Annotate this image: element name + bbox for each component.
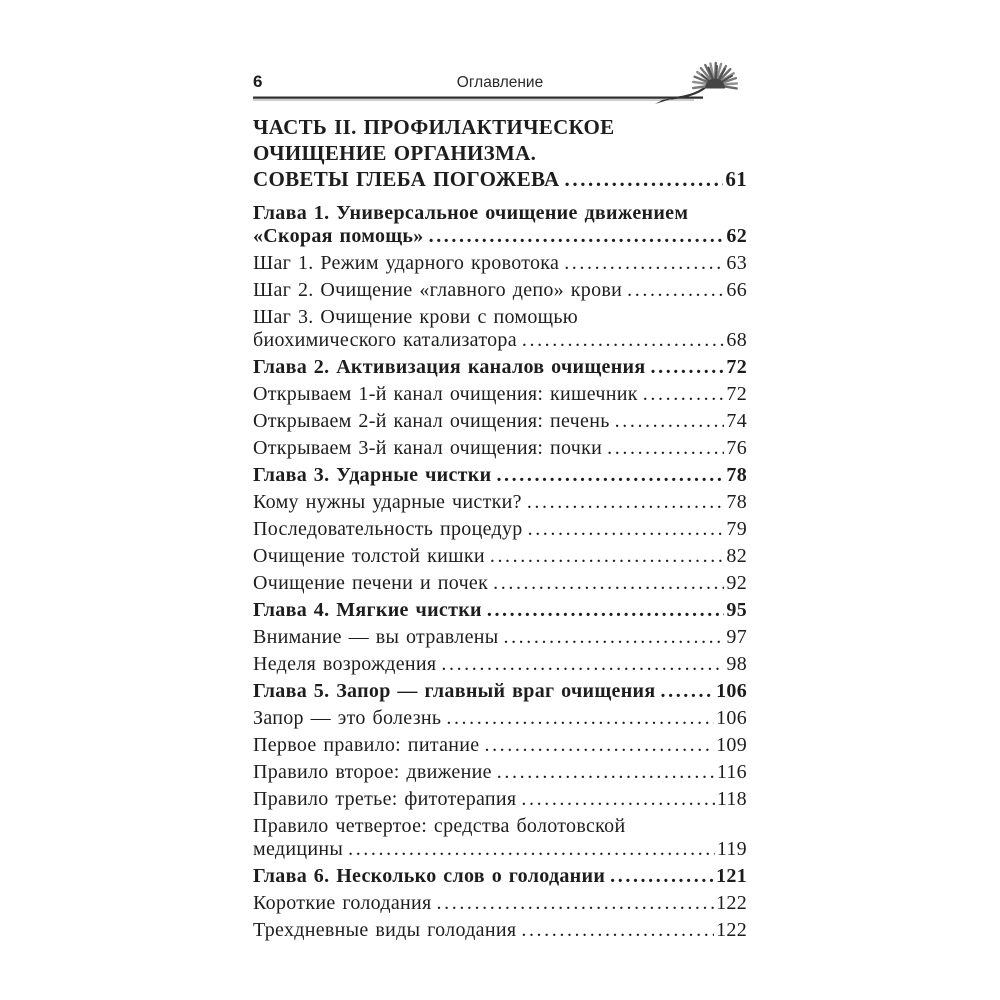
dot-leader <box>484 734 714 757</box>
toc-entry-title: Очищение толстой кишки <box>253 545 485 567</box>
toc-entry-title: Шаг 2. Очищение «главного депо» крови <box>253 279 623 301</box>
toc-entry-row <box>253 383 747 406</box>
dot-leader <box>503 626 724 649</box>
toc-page-number: 61 <box>725 167 747 191</box>
toc-entry <box>253 545 747 568</box>
toc-entry-line: Шаг 3. Очищение крови с помощью <box>253 306 579 328</box>
toc-entry-row <box>253 788 747 811</box>
toc-entry <box>253 761 747 784</box>
toc-page-number: 78 <box>726 464 747 486</box>
toc-page-number: 97 <box>726 626 747 648</box>
toc-entry <box>253 572 747 595</box>
toc-page-number: 122 <box>716 919 747 941</box>
toc-entry <box>253 788 747 811</box>
dot-leader <box>528 518 725 541</box>
toc-page-number: 63 <box>726 252 747 274</box>
toc-entry-title: Внимание — вы отравлены <box>253 626 499 648</box>
toc-page-number: 78 <box>726 491 747 513</box>
toc-page-number: 122 <box>716 892 747 914</box>
toc-entry <box>253 653 747 676</box>
toc-entry-title: Глава 5. Запор — главный враг очищения <box>253 680 656 702</box>
dot-leader <box>607 437 724 460</box>
toc-entry <box>253 252 747 275</box>
toc-entry-title: медицины <box>253 838 344 860</box>
dot-leader <box>429 225 725 248</box>
dot-leader <box>627 279 724 302</box>
toc-entry-title: Очищение печени и почек <box>253 572 489 594</box>
toc-entry <box>253 626 747 649</box>
toc-page-number: 68 <box>726 329 747 351</box>
toc-entry-row <box>253 734 747 757</box>
toc-page-number: 116 <box>716 761 747 783</box>
toc-entry-title: Первое правило: питание <box>253 734 480 756</box>
toc-entry-row <box>253 838 747 861</box>
dot-leader <box>493 572 724 595</box>
toc-entry-row <box>253 437 747 460</box>
toc-entry <box>253 306 747 352</box>
toc-entry-row <box>253 865 747 888</box>
toc-entry <box>253 279 747 302</box>
toc-entry-row <box>253 518 747 541</box>
toc-entry <box>253 865 747 888</box>
toc-page-number: 109 <box>716 734 747 756</box>
toc-page-number: 106 <box>716 680 747 702</box>
toc-entry-title: Последовательность процедур <box>253 518 523 540</box>
dot-leader <box>522 329 725 352</box>
page-number: 6 <box>253 72 263 91</box>
toc-page-number: 76 <box>726 437 747 459</box>
toc-entry-title: СОВЕТЫ ГЛЕБА ПОГОЖЕВА <box>253 167 560 191</box>
toc-entry-title: Трехдневные виды голодания <box>253 919 517 941</box>
dot-leader <box>441 653 724 676</box>
toc-page-number: 119 <box>716 838 747 860</box>
toc-page-number: 121 <box>716 865 747 887</box>
toc-page-number: 92 <box>726 572 747 594</box>
toc-page-number: 95 <box>726 599 747 621</box>
toc-entry-line: ОЧИЩЕНИЕ ОРГАНИЗМА. <box>253 141 537 165</box>
toc-entry-row <box>253 225 747 248</box>
toc-entry-line: Правило четвертое: средства болотовской <box>253 815 626 837</box>
toc-entry <box>253 815 747 861</box>
toc-page-number: 74 <box>726 410 747 432</box>
toc-entry-row <box>253 761 747 784</box>
toc-page-number: 72 <box>726 356 747 378</box>
toc-entry-row <box>253 707 747 730</box>
toc-entry-row <box>253 410 747 433</box>
toc-entry-title: Открываем 3-й канал очищения: почки <box>253 437 603 459</box>
dot-leader <box>487 599 725 622</box>
toc-entry <box>253 491 747 514</box>
dot-leader <box>497 761 715 784</box>
toc-page-number: 82 <box>726 545 747 567</box>
toc-entry-title: Открываем 2-й канал очищения: печень <box>253 410 610 432</box>
dot-leader <box>565 166 724 192</box>
dot-leader <box>564 252 724 275</box>
toc-entry-title: Глава 3. Ударные чистки <box>253 464 492 486</box>
toc-entry-row <box>253 329 747 352</box>
toc-entry-row <box>253 491 747 514</box>
toc-page-number: 118 <box>716 788 747 810</box>
toc-entry-row <box>253 279 747 302</box>
toc-list <box>253 114 747 942</box>
toc-entry-title: Короткие голодания <box>253 892 432 914</box>
dot-leader <box>490 545 725 568</box>
header-rule <box>253 98 703 100</box>
toc-entry-row <box>253 892 747 915</box>
toc-entry <box>253 919 747 942</box>
toc-entry-title: Глава 2. Активизация каналов очищения <box>253 356 646 378</box>
toc-page-number: 98 <box>726 653 747 675</box>
toc-entry-title: Глава 4. Мягкие чистки <box>253 599 482 621</box>
toc-entry-title: Неделя возрождения <box>253 653 437 675</box>
toc-entry <box>253 680 747 703</box>
dot-leader <box>446 707 714 730</box>
toc-page-number: 66 <box>726 279 747 301</box>
toc-entry <box>253 734 747 757</box>
toc-entry <box>253 599 747 622</box>
dot-leader <box>643 383 725 406</box>
toc-entry <box>253 410 747 433</box>
toc-entry-row <box>253 653 747 676</box>
toc-entry-row <box>253 356 747 379</box>
toc-entry-row <box>253 572 747 595</box>
dot-leader <box>527 491 725 514</box>
dot-leader <box>496 464 724 487</box>
toc-entry-row <box>253 599 747 622</box>
dot-leader <box>521 919 714 942</box>
toc-entry-row <box>253 252 747 275</box>
toc-entry <box>253 437 747 460</box>
toc-entry <box>253 383 747 406</box>
running-header <box>253 70 747 100</box>
dot-leader <box>521 788 714 811</box>
toc-entry-title: Запор — это болезнь <box>253 707 442 729</box>
dot-leader <box>610 865 714 888</box>
toc-page-number: 62 <box>726 225 747 247</box>
dot-leader <box>437 892 715 915</box>
toc-entry-line: ЧАСТЬ II. ПРОФИЛАКТИЧЕСКОЕ <box>253 115 615 139</box>
toc-entry-title: Глава 6. Несколько слов о голодании <box>253 865 606 887</box>
toc-page-number: 79 <box>726 518 747 540</box>
toc-entry-row <box>253 166 747 192</box>
toc-entry-line: Глава 1. Универсальное очищение движением <box>253 202 689 224</box>
toc-entry-row <box>253 919 747 942</box>
toc-entry-title: Правило второе: движение <box>253 761 492 783</box>
toc-entry-row <box>253 545 747 568</box>
dot-leader <box>348 838 715 861</box>
toc-entry <box>253 202 747 248</box>
toc-entry <box>253 356 747 379</box>
dot-leader <box>615 410 725 433</box>
toc-entry-row <box>253 626 747 649</box>
toc-entry-title: Правило третье: фитотерапия <box>253 788 517 810</box>
toc-entry <box>253 707 747 730</box>
toc-entry-row <box>253 680 747 703</box>
running-header-title: Оглавление <box>456 74 544 91</box>
toc-entry-row <box>253 464 747 487</box>
toc-entry-title: Открываем 1-й канал очищения: кишечник <box>253 383 638 405</box>
toc-entry-title: Кому нужны ударные чистки? <box>253 491 522 513</box>
dot-leader <box>661 680 715 703</box>
toc-entry <box>253 464 747 487</box>
dot-leader <box>651 356 725 379</box>
toc-page-number: 72 <box>726 383 747 405</box>
toc-entry-title: Шаг 1. Режим ударного кровотока <box>253 252 560 274</box>
toc-entry-title: «Скорая помощь» <box>253 225 424 247</box>
toc-entry-title: биохимического катализатора <box>253 329 517 351</box>
toc-entry <box>253 892 747 915</box>
toc-entry <box>253 518 747 541</box>
toc-page-number: 106 <box>716 707 747 729</box>
book-page <box>253 0 747 942</box>
toc-entry <box>253 114 747 192</box>
